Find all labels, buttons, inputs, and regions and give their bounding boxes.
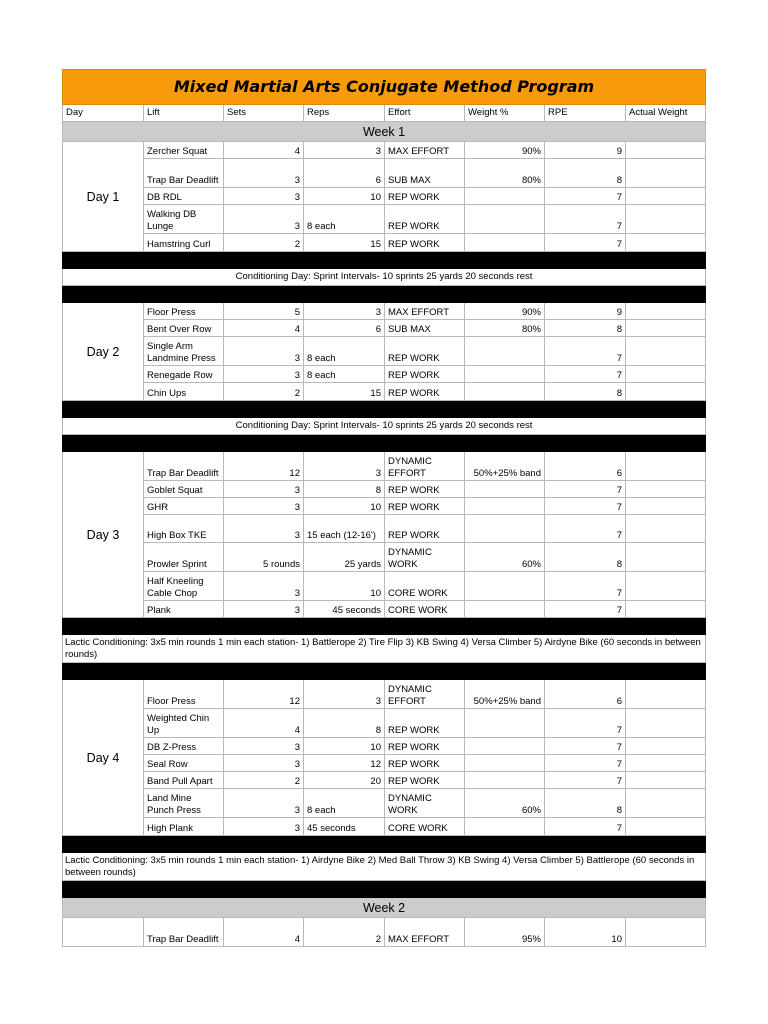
table-row — [63, 772, 706, 789]
weight-cell: 90% — [465, 303, 545, 320]
separator-cell — [63, 881, 706, 898]
actual-weight-cell[interactable] — [626, 498, 706, 515]
weight-cell — [465, 188, 545, 205]
table-row — [63, 383, 706, 401]
reps-cell: 3 — [304, 680, 385, 709]
rpe-cell: 7 — [545, 481, 626, 498]
table-row — [63, 738, 706, 755]
lift-cell: Chin Ups — [144, 383, 224, 401]
rpe-cell: 8 — [545, 383, 626, 401]
sets-cell: 3 — [224, 789, 304, 818]
reps-cell: 15 each (12-16') — [304, 515, 385, 543]
reps-cell: 8 — [304, 709, 385, 738]
effort-cell: REP WORK — [385, 383, 465, 401]
effort-cell: MAX EFFORT — [385, 303, 465, 320]
day-label: Day 3 — [63, 452, 144, 618]
rpe-cell: 10 — [545, 918, 626, 947]
lift-cell: Trap Bar Deadlift — [144, 159, 224, 188]
table-row — [63, 320, 706, 337]
weight-cell — [465, 234, 545, 252]
rpe-cell: 7 — [545, 366, 626, 383]
lift-cell: Goblet Squat — [144, 481, 224, 498]
weight-cell — [465, 818, 545, 836]
actual-weight-cell[interactable] — [626, 205, 706, 234]
actual-weight-cell[interactable] — [626, 159, 706, 188]
effort-cell: REP WORK — [385, 337, 465, 366]
rpe-cell: 8 — [545, 159, 626, 188]
sets-cell: 4 — [224, 142, 304, 159]
effort-cell: REP WORK — [385, 481, 465, 498]
sets-cell: 12 — [224, 452, 304, 481]
table-row — [63, 188, 706, 205]
day-label: Day 1 — [63, 142, 144, 252]
lift-cell: Hamstring Curl — [144, 234, 224, 252]
reps-cell: 8 each — [304, 366, 385, 383]
rpe-cell: 8 — [545, 543, 626, 572]
lift-cell: Prowler Sprint — [144, 543, 224, 572]
sets-cell: 4 — [224, 320, 304, 337]
effort-cell: REP WORK — [385, 205, 465, 234]
separator-cell — [63, 401, 706, 418]
header-actual-weight: Actual Weight — [626, 105, 706, 122]
actual-weight-cell[interactable] — [626, 572, 706, 601]
table-row — [63, 452, 706, 481]
actual-weight-cell[interactable] — [626, 515, 706, 543]
sets-cell: 4 — [224, 918, 304, 947]
rpe-cell: 7 — [545, 205, 626, 234]
actual-weight-cell[interactable] — [626, 481, 706, 498]
effort-cell: CORE WORK — [385, 601, 465, 618]
actual-weight-cell[interactable] — [626, 234, 706, 252]
table-row — [63, 818, 706, 836]
reps-cell: 10 — [304, 572, 385, 601]
sets-cell: 3 — [224, 818, 304, 836]
separator-bar — [63, 618, 706, 635]
table-row — [63, 755, 706, 772]
sets-cell: 3 — [224, 481, 304, 498]
actual-weight-cell[interactable] — [626, 772, 706, 789]
table-row — [63, 142, 706, 159]
effort-cell: SUB MAX — [385, 159, 465, 188]
conditioning-note: Conditioning Day: Sprint Intervals- 10 sprints 25 yards 20 seconds rest — [63, 269, 706, 286]
reps-cell: 8 each — [304, 789, 385, 818]
actual-weight-cell[interactable] — [626, 738, 706, 755]
effort-cell: REP WORK — [385, 234, 465, 252]
table-row — [63, 918, 706, 947]
rpe-cell: 7 — [545, 709, 626, 738]
lift-cell: Trap Bar Deadlift — [144, 452, 224, 481]
table-row — [63, 543, 706, 572]
table-row — [63, 205, 706, 234]
actual-weight-cell[interactable] — [626, 543, 706, 572]
weight-cell — [465, 601, 545, 618]
actual-weight-cell[interactable] — [626, 320, 706, 337]
sets-cell: 3 — [224, 572, 304, 601]
actual-weight-cell[interactable] — [626, 755, 706, 772]
lift-cell: High Plank — [144, 818, 224, 836]
lactic-conditioning-note: Lactic Conditioning: 3x5 min rounds 1 min each station- 1) Airdyne Bike 2) Med Ball Throw 3) KB Swing 4) Versa Climber 5) Battlerope (60 seconds in between rounds) — [63, 853, 706, 881]
header-lift: Lift — [144, 105, 224, 122]
reps-cell: 45 seconds — [304, 818, 385, 836]
effort-cell: DYNAMIC WORK — [385, 543, 465, 572]
weight-cell: 60% — [465, 789, 545, 818]
reps-cell: 45 seconds — [304, 601, 385, 618]
table-row — [63, 303, 706, 320]
weight-cell — [465, 755, 545, 772]
day-cell — [63, 918, 144, 947]
lift-cell: GHR — [144, 498, 224, 515]
lactic-conditioning-note: Lactic Conditioning: 3x5 min rounds 1 min each station- 1) Battlerope 2) Tire Flip 3) KB Swing 4) Versa Climber 5) Airdyne Bike (60 seconds in between rounds) — [63, 635, 706, 663]
effort-cell: REP WORK — [385, 366, 465, 383]
actual-weight-cell[interactable] — [626, 366, 706, 383]
rpe-cell: 7 — [545, 515, 626, 543]
rpe-cell: 6 — [545, 452, 626, 481]
lift-cell: Band Pull Apart — [144, 772, 224, 789]
rpe-cell: 7 — [545, 498, 626, 515]
reps-cell: 10 — [304, 738, 385, 755]
table-row — [63, 234, 706, 252]
separator-cell — [63, 286, 706, 303]
weight-cell: 60% — [465, 543, 545, 572]
effort-cell: REP WORK — [385, 738, 465, 755]
separator-bar — [63, 836, 706, 853]
lift-cell: Land Mine Punch Press — [144, 789, 224, 818]
sets-cell: 3 — [224, 366, 304, 383]
effort-cell: MAX EFFORT — [385, 142, 465, 159]
header-reps: Reps — [304, 105, 385, 122]
program-sheet — [62, 69, 705, 947]
separator-bar — [63, 881, 706, 898]
actual-weight-cell[interactable] — [626, 789, 706, 818]
lift-cell: Floor Press — [144, 680, 224, 709]
reps-cell: 20 — [304, 772, 385, 789]
reps-cell: 15 — [304, 383, 385, 401]
days-body — [63, 142, 706, 898]
sets-cell: 3 — [224, 205, 304, 234]
sets-cell: 3 — [224, 188, 304, 205]
separator-cell — [63, 435, 706, 452]
week-2-label: Week 2 — [63, 898, 706, 918]
lift-cell: Renegade Row — [144, 366, 224, 383]
actual-weight-cell[interactable] — [626, 918, 706, 947]
weight-cell — [465, 709, 545, 738]
actual-weight-cell[interactable] — [626, 452, 706, 481]
reps-cell: 6 — [304, 159, 385, 188]
rpe-cell: 9 — [545, 303, 626, 320]
sets-cell: 12 — [224, 680, 304, 709]
sets-cell: 2 — [224, 383, 304, 401]
reps-cell: 15 — [304, 234, 385, 252]
header-day: Day — [63, 105, 144, 122]
separator-cell — [63, 618, 706, 635]
reps-cell: 8 each — [304, 205, 385, 234]
actual-weight-cell[interactable] — [626, 303, 706, 320]
lift-cell: Bent Over Row — [144, 320, 224, 337]
reps-cell: 8 each — [304, 337, 385, 366]
reps-cell: 3 — [304, 452, 385, 481]
lift-cell: Single Arm Landmine Press — [144, 337, 224, 366]
table-row — [63, 159, 706, 188]
header-row — [63, 105, 706, 122]
week-1-label: Week 1 — [63, 122, 706, 142]
separator-cell — [63, 836, 706, 853]
weight-cell — [465, 383, 545, 401]
lift-cell: High Box TKE — [144, 515, 224, 543]
weight-cell — [465, 738, 545, 755]
weight-cell: 90% — [465, 142, 545, 159]
effort-cell: DYNAMIC EFFORT — [385, 680, 465, 709]
rpe-cell: 7 — [545, 337, 626, 366]
table-row — [63, 366, 706, 383]
rpe-cell: 7 — [545, 755, 626, 772]
lift-cell: Walking DB Lunge — [144, 205, 224, 234]
actual-weight-cell[interactable] — [626, 709, 706, 738]
weight-cell — [465, 337, 545, 366]
lift-cell: DB Z-Press — [144, 738, 224, 755]
weight-cell — [465, 366, 545, 383]
sets-cell: 2 — [224, 234, 304, 252]
separator-bar — [63, 401, 706, 418]
effort-cell: DYNAMIC WORK — [385, 789, 465, 818]
sheet-title: Mixed Martial Arts Conjugate Method Program — [63, 70, 706, 105]
weight-cell: 50%+25% band — [465, 680, 545, 709]
effort-cell: REP WORK — [385, 772, 465, 789]
rpe-cell: 7 — [545, 572, 626, 601]
lift-cell: Plank — [144, 601, 224, 618]
effort-cell: MAX EFFORT — [385, 918, 465, 947]
weight-cell: 80% — [465, 159, 545, 188]
lift-cell: Floor Press — [144, 303, 224, 320]
effort-cell: REP WORK — [385, 498, 465, 515]
sets-cell: 4 — [224, 709, 304, 738]
reps-cell: 2 — [304, 918, 385, 947]
actual-weight-cell[interactable] — [626, 680, 706, 709]
actual-weight-cell[interactable] — [626, 188, 706, 205]
sets-cell: 5 rounds — [224, 543, 304, 572]
sets-cell: 3 — [224, 337, 304, 366]
rpe-cell: 7 — [545, 772, 626, 789]
lift-cell: Zercher Squat — [144, 142, 224, 159]
header-effort: Effort — [385, 105, 465, 122]
header-sets: Sets — [224, 105, 304, 122]
lift-cell: Weighted Chin Up — [144, 709, 224, 738]
sets-cell: 3 — [224, 601, 304, 618]
effort-cell: DYNAMIC EFFORT — [385, 452, 465, 481]
separator-cell — [63, 663, 706, 680]
effort-cell: REP WORK — [385, 188, 465, 205]
weight-cell: 80% — [465, 320, 545, 337]
lift-cell: Seal Row — [144, 755, 224, 772]
weight-cell — [465, 772, 545, 789]
table-row — [63, 601, 706, 618]
sets-cell: 3 — [224, 755, 304, 772]
table-row — [63, 481, 706, 498]
separator-bar — [63, 663, 706, 680]
sets-cell: 3 — [224, 159, 304, 188]
effort-cell: CORE WORK — [385, 818, 465, 836]
sets-cell: 3 — [224, 498, 304, 515]
table-row — [63, 572, 706, 601]
weight-cell — [465, 498, 545, 515]
header-rpe: RPE — [545, 105, 626, 122]
weight-cell — [465, 205, 545, 234]
effort-cell: REP WORK — [385, 515, 465, 543]
separator-cell — [63, 252, 706, 269]
table-row — [63, 680, 706, 709]
sets-cell: 3 — [224, 738, 304, 755]
rpe-cell: 7 — [545, 738, 626, 755]
rpe-cell: 7 — [545, 601, 626, 618]
table-row — [63, 515, 706, 543]
separator-bar — [63, 252, 706, 269]
header-weight: Weight % — [465, 105, 545, 122]
weight-cell: 95% — [465, 918, 545, 947]
sets-cell: 3 — [224, 515, 304, 543]
effort-cell: REP WORK — [385, 709, 465, 738]
conditioning-note: Conditioning Day: Sprint Intervals- 10 sprints 25 yards 20 seconds rest — [63, 418, 706, 435]
reps-cell: 8 — [304, 481, 385, 498]
separator-bar — [63, 435, 706, 452]
effort-cell: SUB MAX — [385, 320, 465, 337]
effort-cell: REP WORK — [385, 755, 465, 772]
sets-cell: 2 — [224, 772, 304, 789]
rpe-cell: 7 — [545, 818, 626, 836]
table-row — [63, 709, 706, 738]
rpe-cell: 7 — [545, 234, 626, 252]
weight-cell — [465, 515, 545, 543]
reps-cell: 3 — [304, 142, 385, 159]
sets-cell: 5 — [224, 303, 304, 320]
actual-weight-cell[interactable] — [626, 142, 706, 159]
separator-bar — [63, 286, 706, 303]
table-row — [63, 789, 706, 818]
day-label: Day 2 — [63, 303, 144, 401]
reps-cell: 10 — [304, 188, 385, 205]
reps-cell: 6 — [304, 320, 385, 337]
actual-weight-cell[interactable] — [626, 601, 706, 618]
rpe-cell: 8 — [545, 789, 626, 818]
weight-cell — [465, 572, 545, 601]
actual-weight-cell[interactable] — [626, 383, 706, 401]
rpe-cell: 9 — [545, 142, 626, 159]
rpe-cell: 8 — [545, 320, 626, 337]
weight-cell — [465, 481, 545, 498]
weight-cell: 50%+25% band — [465, 452, 545, 481]
reps-cell: 25 yards — [304, 543, 385, 572]
reps-cell: 3 — [304, 303, 385, 320]
reps-cell: 10 — [304, 498, 385, 515]
rpe-cell: 7 — [545, 188, 626, 205]
program-table — [62, 69, 706, 947]
table-row — [63, 337, 706, 366]
actual-weight-cell[interactable] — [626, 337, 706, 366]
effort-cell: CORE WORK — [385, 572, 465, 601]
rpe-cell: 6 — [545, 680, 626, 709]
reps-cell: 12 — [304, 755, 385, 772]
lift-cell: Half Kneeling Cable Chop — [144, 572, 224, 601]
actual-weight-cell[interactable] — [626, 818, 706, 836]
day-label: Day 4 — [63, 680, 144, 836]
lift-cell: Trap Bar Deadlift — [144, 918, 224, 947]
table-row — [63, 498, 706, 515]
lift-cell: DB RDL — [144, 188, 224, 205]
